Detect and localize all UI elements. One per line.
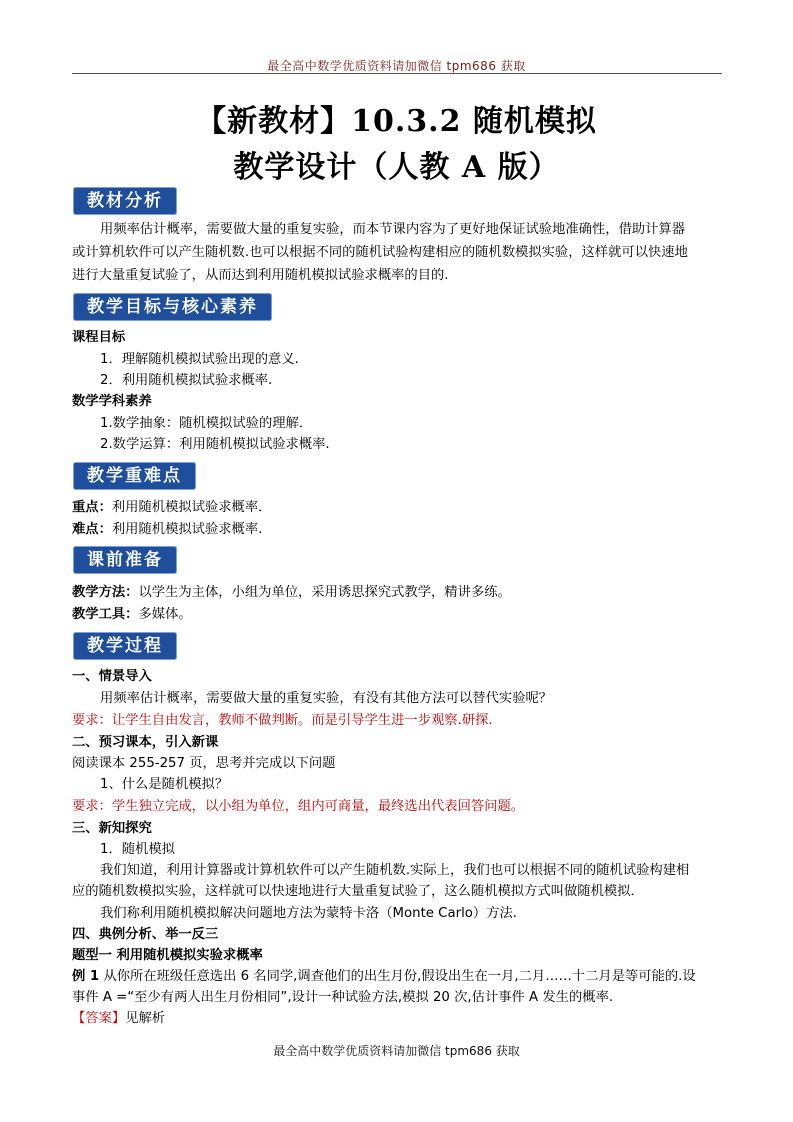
document-subtitle: 教学设计（人教 A 版） <box>233 150 560 185</box>
example-1-line-2: 事件 A =“至少有两人出生月份相同”,设计一种试验方法,模拟 20 次,估计事件 A 发生的概率. <box>72 990 614 1005</box>
answer-label: 【答案】 <box>72 1011 126 1026</box>
question-type-1: 题型一 利用随机模拟实验求概率 <box>72 948 263 963</box>
page-header: 最全高中数学优质资料请加微信 tpm686 获取 <box>267 59 526 73</box>
process-1-text: 用频率估计概率，需要做大量的重复实验，有没有其他方法可以替代实验呢？ <box>100 691 553 706</box>
key-point <box>72 498 271 518</box>
process-3-line-2: 应的随机数模拟实验，这样就可以快速地进行大量重复试验了，这么随机模拟方式叫做随机模拟． <box>72 884 644 899</box>
analysis-line-3: 进行大量重复试验了，从而达到利用随机模拟试验求概率的目的. <box>72 268 449 283</box>
course-goal-1: 1．理解随机模拟试验出现的意义. <box>100 352 299 367</box>
example-1-text-1: 从你所在班级任意选出 6 名同学,调查他们的出生月份,假设出生在一月,二月……十二月是等可能的.设 <box>99 969 696 984</box>
key-point-text: 利用随机模拟试验求概率． <box>111 500 272 515</box>
page-footer: 最全高中数学优质资料请加微信 tpm686 获取 <box>273 1044 520 1058</box>
section-badge-goals: 教学目标与核心素养 <box>73 293 272 321</box>
difficult-point-text: 利用随机模拟试验求概率. <box>111 522 263 537</box>
process-2-question-1: 1、什么是随机模拟？ <box>100 777 229 792</box>
process-3-title: 三、新知探究 <box>72 821 152 836</box>
process-3-line-3: 我们称利用随机模拟解决问题地方法为蒙特卡洛（Monte Carlo）方法. <box>100 906 518 921</box>
process-1-title: 一、情景导入 <box>72 669 152 684</box>
process-1-requirement: 要求：让学生自由发言，教师不做判断。而是引导学生进一步观察.研探. <box>72 713 493 728</box>
process-4-title: 四、典例分析、举一反三 <box>72 927 219 942</box>
difficult-point <box>72 520 262 540</box>
process-3-line-1: 我们知道，利用计算器或计算机软件可以产生随机数.实际上，我们也可以根据不同的随机试验构建相 <box>100 863 690 878</box>
course-goal-2: 2．利用随机模拟试验求概率. <box>100 373 273 388</box>
section-badge-prep: 课前准备 <box>73 546 177 574</box>
literacy-1: 1.数学抽象：随机模拟试验的理解． <box>100 416 313 431</box>
example-1-line-1 <box>72 967 696 987</box>
process-3-subtitle: 1．随机模拟 <box>100 842 175 857</box>
section-badge-keypoints: 教学重难点 <box>73 462 196 490</box>
analysis-line-1: 用频率估计概率，需要做大量的重复实验，而本节课内容为了更好地保证试验地准确性，借助计算器 <box>100 222 686 237</box>
teaching-tool <box>72 605 192 625</box>
example-1-label: 例 1 <box>72 969 100 984</box>
teaching-method-text: 以学生为主体，小组为单位，采用诱思探究式教学，精讲多练。 <box>138 585 511 600</box>
answer-text: 见解析 <box>125 1011 166 1026</box>
literacy-2: 2.数学运算：利用随机模拟试验求概率. <box>100 437 330 452</box>
document-title: 【新教材】10.3.2 随机模拟 <box>196 104 597 139</box>
analysis-line-2: 或计算机软件可以产生随机数.也可以根据不同的随机试验构建相应的随机数模拟实验，这样就可以快速地 <box>72 245 688 260</box>
section-badge-analysis: 教材分析 <box>73 187 177 215</box>
teaching-tool-label: 教学工具： <box>72 607 139 622</box>
teaching-tool-text: 多媒体。 <box>138 607 192 622</box>
course-goals-title: 课程目标 <box>72 330 126 345</box>
literacy-title: 数学学科素养 <box>72 394 152 409</box>
key-point-label: 重点： <box>72 500 112 515</box>
process-2-requirement: 要求：学生独立完成，以小组为单位，组内可商量，最终选出代表回答问题。 <box>72 799 525 814</box>
difficult-point-label: 难点： <box>72 522 112 537</box>
process-2-title: 二、预习课本，引入新课 <box>72 735 219 750</box>
header-rule <box>72 73 722 74</box>
teaching-method <box>72 583 511 603</box>
teaching-method-label: 教学方法： <box>72 585 139 600</box>
process-2-text: 阅读课本 255-257 页，思考并完成以下问题 <box>72 756 336 771</box>
answer-line <box>72 1009 165 1029</box>
section-badge-process: 教学过程 <box>73 632 177 660</box>
